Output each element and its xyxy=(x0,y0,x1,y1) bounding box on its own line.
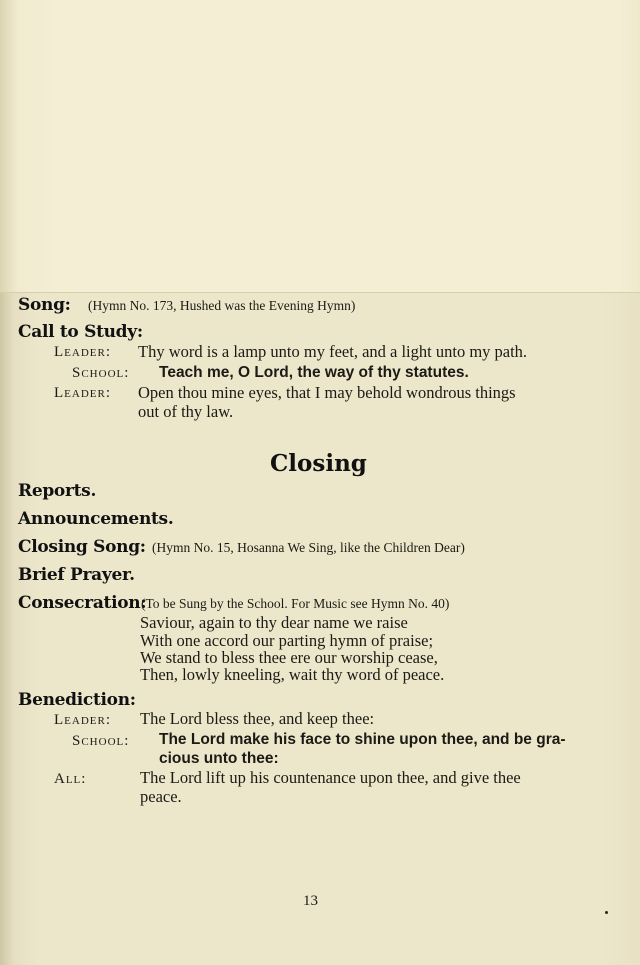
brief-prayer-heading: Brief Prayer. xyxy=(18,565,135,585)
benediction-line: The Lord bless thee, and keep thee: xyxy=(140,709,375,728)
speaker-school: School: xyxy=(72,365,130,381)
speaker-leader: Leader: xyxy=(54,385,111,401)
page-speck xyxy=(605,911,608,914)
call-line-continued: out of thy law. xyxy=(138,402,234,421)
benediction-line: The Lord make his face to shine upon thee, and be gra- xyxy=(159,731,566,748)
song-note: (Hymn No. 173, Hushed was the Evening Hymn) xyxy=(88,298,356,313)
call-line: Open thou mine eyes, that I may behold wondrous things xyxy=(138,383,516,402)
page-number: 13 xyxy=(303,893,318,909)
benediction-line: The Lord lift up his countenance upon thee, and give thee xyxy=(140,768,521,787)
benediction-line-continued: peace. xyxy=(140,787,182,806)
speaker-all: All: xyxy=(54,771,87,787)
benediction-line-continued: cious unto thee: xyxy=(159,750,279,767)
call-line: Teach me, O Lord, the way of thy statutes. xyxy=(159,364,469,381)
verse-line: We stand to bless thee ere our worship cease, xyxy=(140,648,438,667)
closing-song-note: (Hymn No. 15, Hosanna We Sing, like the Children Dear) xyxy=(152,540,465,555)
speaker-leader: Leader: xyxy=(54,344,111,360)
call-to-study-heading: Call to Study: xyxy=(18,322,143,342)
verse-line: With one accord our parting hymn of praise; xyxy=(140,631,434,650)
call-line: Thy word is a lamp unto my feet, and a light unto my path. xyxy=(138,342,528,361)
verse-line: Then, lowly kneeling, wait thy word of peace. xyxy=(140,665,445,684)
closing-song-heading: Closing Song: xyxy=(18,537,146,557)
consecration-note: (To be Sung by the School. For Music see Hymn No. 40) xyxy=(141,596,450,611)
section-title-closing: Closing xyxy=(270,450,367,477)
blank-upper-area xyxy=(0,0,640,293)
verse-line: Saviour, again to thy dear name we raise xyxy=(140,613,408,632)
reports-heading: Reports. xyxy=(18,481,97,501)
speaker-school: School: xyxy=(72,733,130,749)
song-heading: Song: xyxy=(18,295,71,315)
consecration-heading: Consecration: xyxy=(18,593,147,613)
announcements-heading: Announcements. xyxy=(18,509,174,529)
benediction-heading: Benediction: xyxy=(18,690,136,710)
speaker-leader: Leader: xyxy=(54,712,111,728)
